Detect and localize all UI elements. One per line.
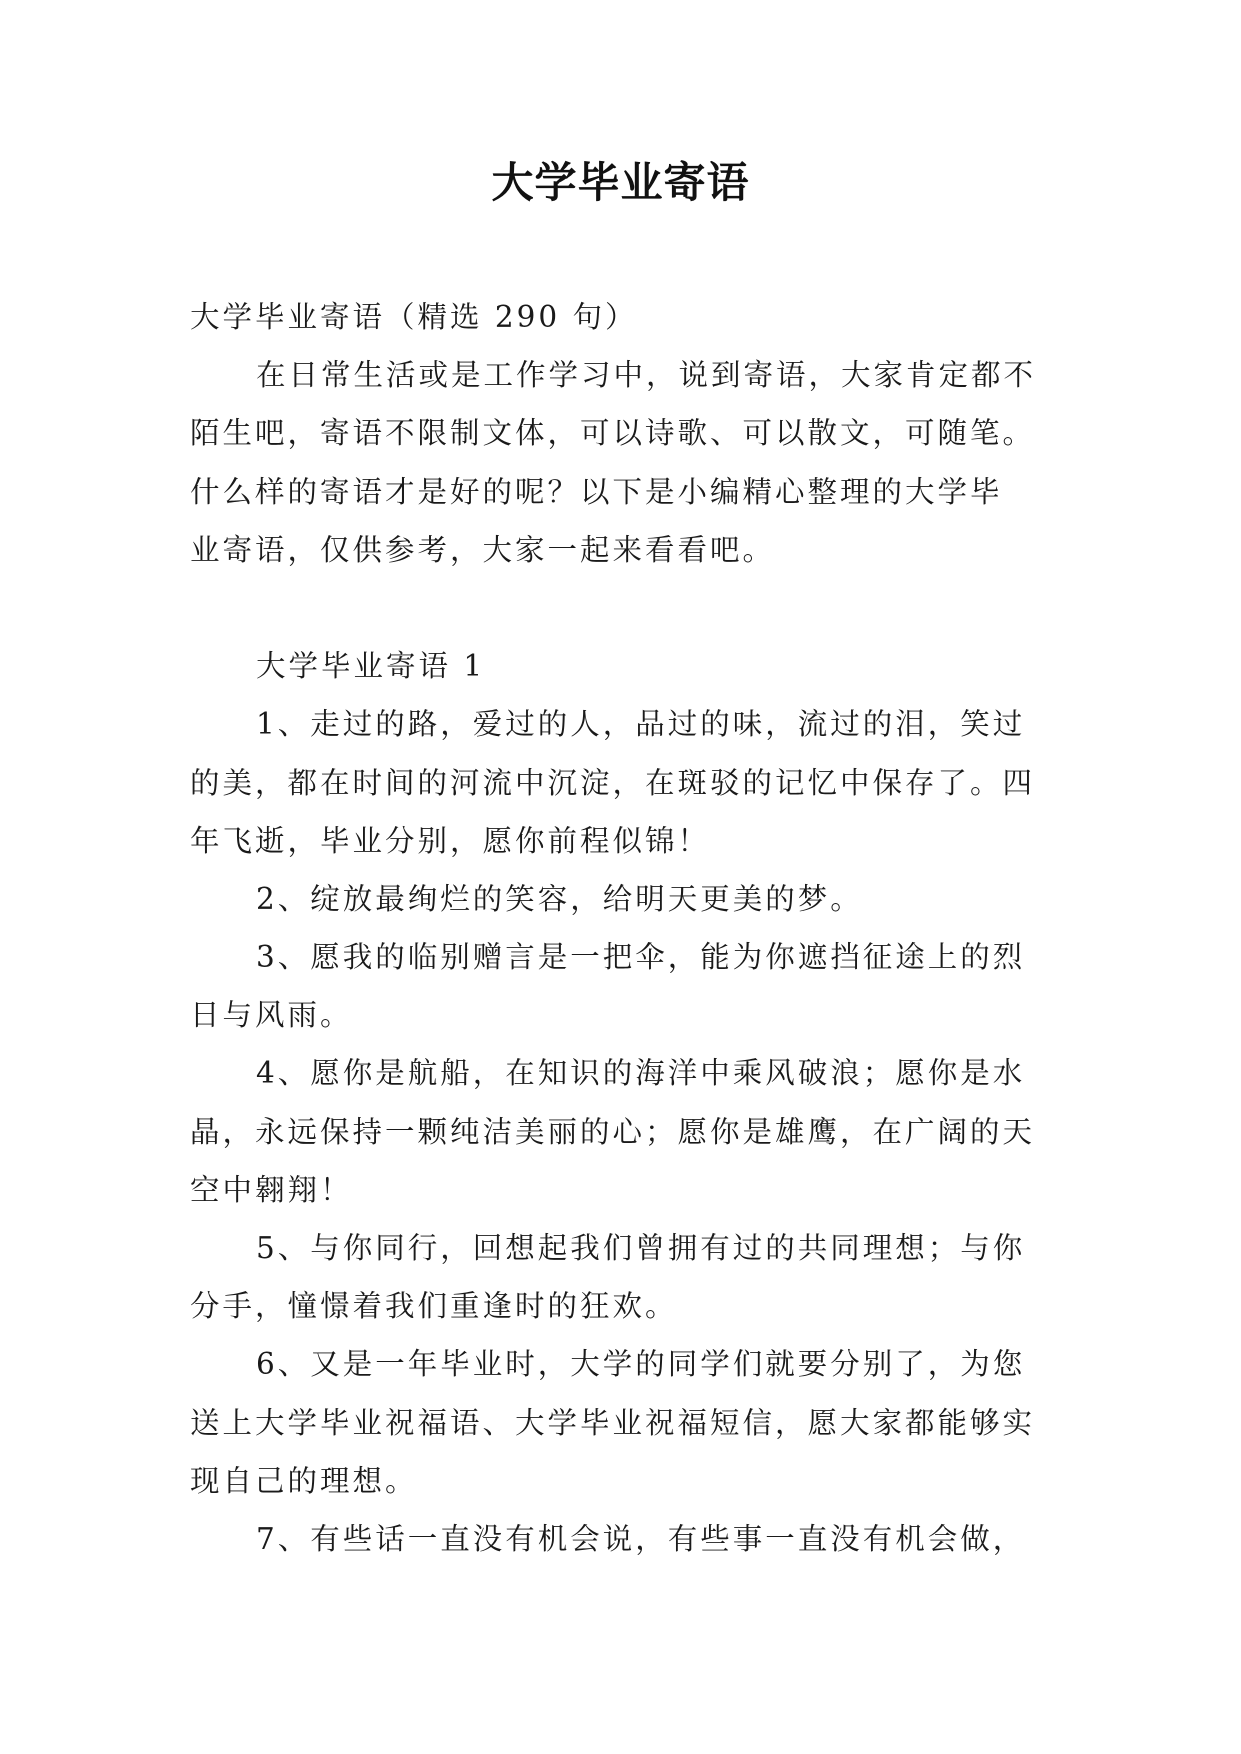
text-line: 晶，永远保持一颗纯洁美丽的心；愿你是雄鹰，在广阔的天 [190,1114,1036,1149]
paragraph-gap [190,579,1065,637]
text-line: 在日常生活或是工作学习中，说到寄语，大家肯定都不 [256,358,1037,393]
text-line: 的美，都在时间的河流中沉淀，在斑驳的记忆中保存了。四 [190,765,1036,800]
text-line: 7、有些话一直没有机会说，有些事一直没有机会做， [256,1521,1026,1556]
text-line: 日与风雨。 [190,998,353,1033]
text-line: 1、走过的路，爱过的人，品过的味，流过的泪，笑过 [256,707,1026,742]
text-line: 送上大学毕业祝福语、大学毕业祝福短信，愿大家都能够实 [190,1405,1036,1440]
text-line: 3、愿我的临别赠言是一把伞，能为你遮挡征途上的烈 [256,940,1026,975]
text-line: 分手，憧憬着我们重逢时的狂欢。 [190,1289,678,1324]
text-line: 什么样的寄语才是好的呢？以下是小编精心整理的大学毕 [190,474,1003,509]
text-line: 业寄语，仅供参考，大家一起来看看吧。 [190,532,776,567]
text-line: 2、绽放最绚烂的笑容，给明天更美的梦。 [256,881,863,916]
text-line: 大学毕业寄语 1 [256,649,486,684]
text-line: 大学毕业寄语（精选 290 句） [190,300,638,334]
text-line: 陌生吧，寄语不限制文体，可以诗歌、可以散文，可随笔。 [190,416,1036,451]
document-body [190,288,1065,1568]
text-line: 现自己的理想。 [190,1463,418,1498]
text-line: 4、愿你是航船，在知识的海洋中乘风破浪；愿你是水 [256,1056,1026,1091]
text-line: 空中翱翔！ [190,1172,353,1207]
text-line: 5、与你同行，回想起我们曾拥有过的共同理想；与你 [256,1231,1026,1265]
text-line: 年飞逝，毕业分别，愿你前程似锦！ [190,823,711,858]
document-title: 大学毕业寄语 [491,158,750,207]
text-line: 6、又是一年毕业时，大学的同学们就要分别了，为您 [256,1347,1026,1382]
